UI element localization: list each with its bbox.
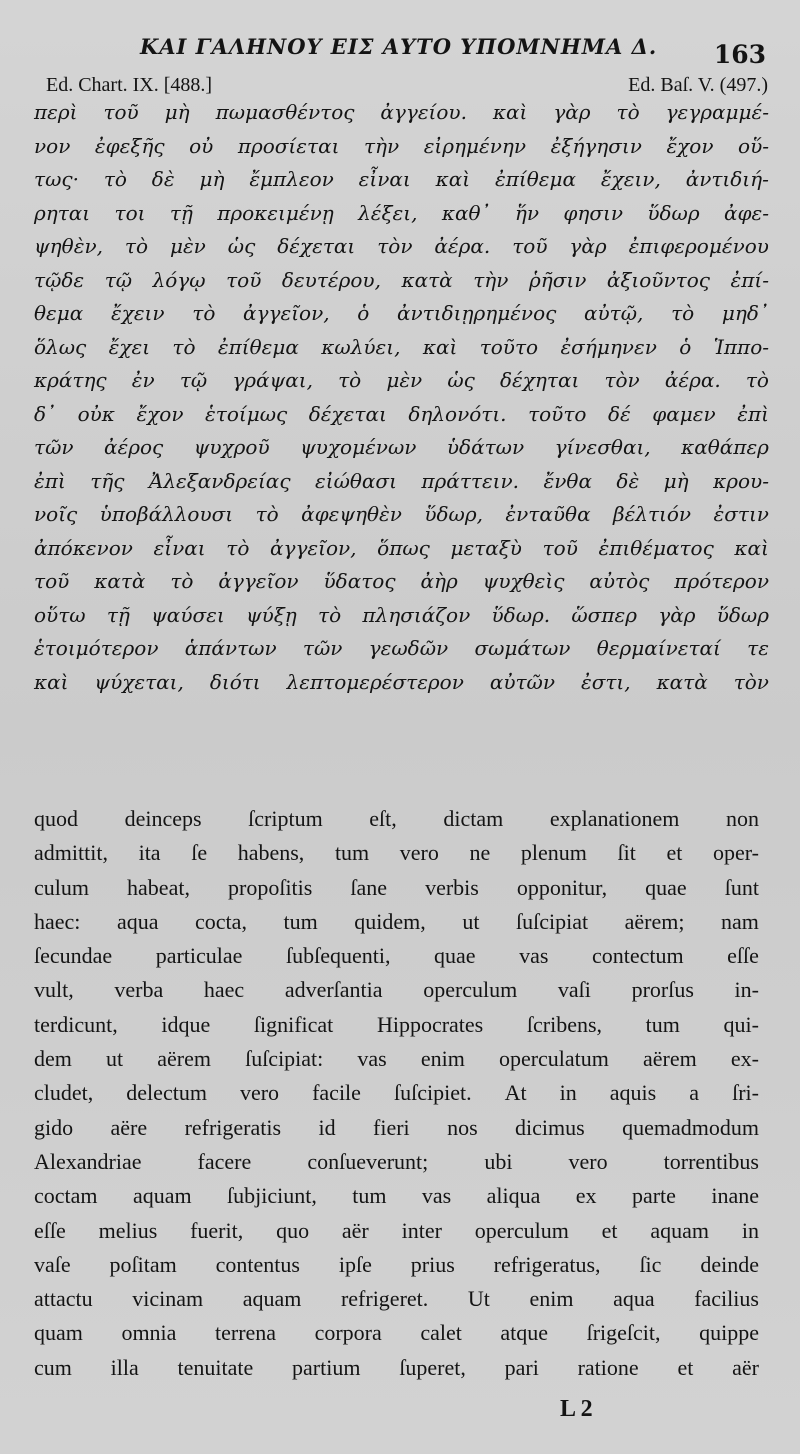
greek-text-line: περὶ τοῦ μὴ πωμασθέντος ἀγγείου. καὶ γὰρ τὸ γεγραμμέ- [34,100,769,124]
greek-text-line: οὕτω τῇ ψαύσει ψύξῃ τὸ πλησιάζον ὕδωρ. ὥσπερ γὰρ ὕδωρ [34,602,769,627]
latin-text-line: terdicunt, idque ſignificat Hippocrates ſcribens, tum qui- [34,1011,759,1037]
greek-text-line: νον ἐφεξῆς οὐ προσίεται τὴν εἰρημένην ἐξήγησιν ἔχον οὕ- [34,133,769,158]
greek-text-line: ὅλως ἔχει τὸ ἐπίθεμα κωλύει, καὶ τοῦτο ἐσήμηνεν ὁ Ἱππο- [34,334,769,359]
greek-text-line: ἀπόκενον εἶναι τὸ ἀγγεῖον, ὅπως μεταξὺ τοῦ ἐπιθέματος καὶ [34,535,769,560]
latin-text-line: vaſe poſitam contentus ipſe prius refrigeratus, ſic deinde [34,1251,759,1277]
greek-text-line: τῶν ἀέρος ψυχροῦ ψυχομένων ὑδάτων γίνεσθαι, καθάπερ [34,435,769,459]
greek-text-line: ψηθὲν, τὸ μὲν ὡς δέχεται τὸν ἀέρα. τοῦ γὰρ ἐπιφερομένου [34,234,769,258]
latin-text-line: haec: aqua cocta, tum quidem, ut ſuſcipiat aërem; nam [34,908,759,934]
greek-text-line: θεμα ἔχειν τὸ ἀγγεῖον, ὁ ἀντιδιῃρημένος αὐτῷ, τὸ μηδ᾽ [34,301,769,325]
latin-text-line: cum illa tenuitate partium ſuperet, pari ratione et aër [34,1354,759,1380]
page-number: 163 [713,40,766,69]
greek-text-line: κράτης ἐν τῷ γράψαι, τὸ μὲν ὡς δέχηται τὸν ἀέρα. τὸ [34,368,769,392]
greek-text-line: τῷδε τῷ λόγῳ τοῦ δευτέρου, κατὰ τὴν ῥῆσιν ἀξιοῦντος ἐπί- [34,267,769,292]
greek-text-block [34,96,769,699]
running-title: ΚΑΙ ΓΑΛΗΝΟΥ ΕΙΣ ΑΥΤΟ ΥΠΟΜΝΗΜΑ Δ. [140,34,658,59]
greek-text-line: ἐπὶ τῆς Ἀλεξανδρείας εἰώθασι πράττειν. ἔνθα δὲ μὴ κρου- [34,468,769,493]
latin-text-line: eſſe melius fuerit, quo aër inter operculum et aquam in [34,1217,759,1243]
latin-text-line: dem ut aërem ſuſcipiat: vas enim operculatum aërem ex- [34,1046,759,1072]
greek-text-line: τοῦ κατὰ τὸ ἀγγεῖον ὕδατος ἀὴρ ψυχθεὶς αὐτὸς πρότερον [34,569,769,593]
latin-text-line: gido aëre refrigeratis id fieri nos dicimus quemadmodum [34,1114,759,1140]
latin-text-line: admittit, ita ſe habens, tum vero ne plenum ſit et oper- [34,840,759,866]
latin-text-line: quod deinceps ſcriptum eſt, dictam explanationem non [34,806,759,831]
latin-text-line: quam omnia terrena corpora calet atque ſrigeſcit, quippe [34,1320,759,1346]
latin-text-line: Alexandriae facere conſueverunt; ubi vero torrentibus [34,1148,759,1174]
latin-text-line: vult, verba haec adverſantia operculum vaſi prorſus in- [34,977,759,1003]
greek-text-line: νοῖς ὑποβάλλουσι τὸ ἀφεψηθὲν ὕδωρ, ἐνταῦθα βέλτιόν ἐστιν [34,502,769,526]
latin-text-line: cludet, delectum vero facile ſuſcipiet. At in aquis a ſri- [34,1080,759,1106]
signature-mark: L 2 [560,1396,593,1422]
greek-text-line: τως· τὸ δὲ μὴ ἔμπλεον εἶναι καὶ ἐπίθεμα ἔχειν, ἀντιδιή- [34,167,769,191]
edition-reference-right: Ed. Baſ. V. (497.) [628,74,768,96]
greek-text-line: ρηται τοι τῇ προκειμένῃ λέξει, καθ᾽ ἥν φησιν ὕδωρ ἀφε- [34,200,769,225]
edition-reference-left: Ed. Chart. IX. [488.] [46,74,213,96]
latin-text-line: ſecundae particulae ſubſequenti, quae vas contectum eſſe [34,943,759,969]
latin-text-line: culum habeat, propoſitis ſane verbis opponitur, quae ſunt [34,874,759,900]
greek-text-line: δ᾽ οὐκ ἔχον ἑτοίμως δέχεται δηλονότι. τοῦτο δέ φαμεν ἐπὶ [34,401,769,426]
greek-text-line: καὶ ψύχεται, διότι λεπτομερέστερον αὐτῶν ἐστι, κατὰ τὸν [34,669,769,694]
latin-text-line: attactu vicinam aquam refrigeret. Ut enim aqua facilius [34,1286,759,1312]
greek-text-line: ἑτοιμότερον ἁπάντων τῶν γεωδῶν σωμάτων θερμαίνεταί τε [34,636,769,660]
latin-text-line: coctam aquam ſubjiciunt, tum vas aliqua ex parte inane [34,1183,759,1209]
latin-text-block [34,802,759,1385]
